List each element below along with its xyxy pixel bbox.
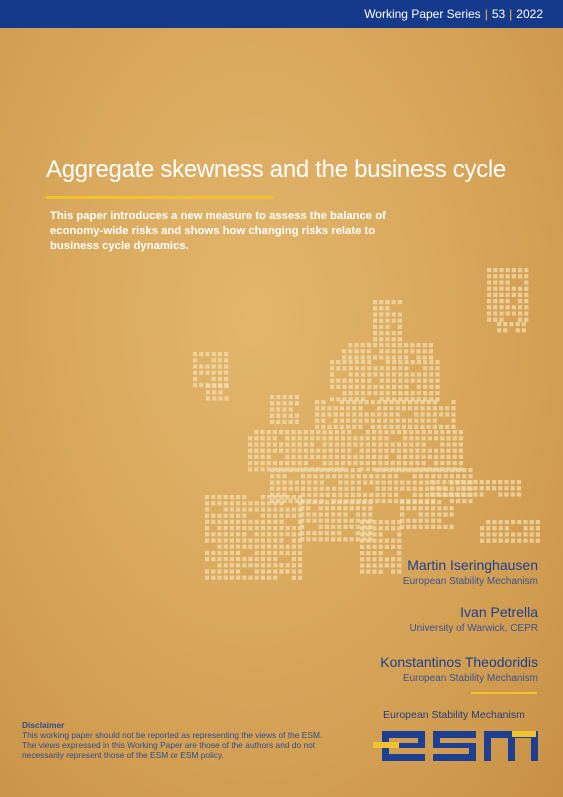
series-number: 53 [491, 7, 506, 21]
disclaimer-text: This working paper should not be reported as representing the views of the ESM. The views expressed in this Working Paper are those of the authors and do not necessarily represent those of the ESM or ESM policy. [22, 730, 323, 760]
paper-title: Aggregate skewness and the business cycle [46, 156, 506, 183]
author-block [409, 604, 538, 634]
author-name: Martin Iseringhausen [407, 557, 538, 573]
author-block [380, 654, 538, 684]
series-year: 2022 [516, 7, 543, 21]
disclaimer-heading: Disclaimer [22, 720, 65, 730]
author-name: Ivan Petrella [460, 604, 538, 620]
authors-underline [471, 692, 537, 694]
author-affiliation: University of Warwick, CEPR [409, 623, 538, 634]
series-label: Working Paper Series [364, 7, 481, 21]
title-underline [46, 196, 273, 199]
esm-logo [373, 729, 538, 763]
separator: | [509, 7, 513, 21]
publisher-name: European Stability Mechanism [383, 709, 525, 721]
disclaimer [22, 720, 332, 760]
author-affiliation: European Stability Mechanism [402, 673, 538, 684]
author-block [403, 557, 538, 587]
author-name: Konstantinos Theodoridis [380, 654, 538, 670]
author-affiliation: European Stability Mechanism [402, 576, 538, 587]
paper-abstract: This paper introduces a new measure to assess the balance of economy-wide risks and shows how changing risks relate to business cycle dynamics. [50, 210, 386, 252]
separator: | [484, 7, 488, 21]
